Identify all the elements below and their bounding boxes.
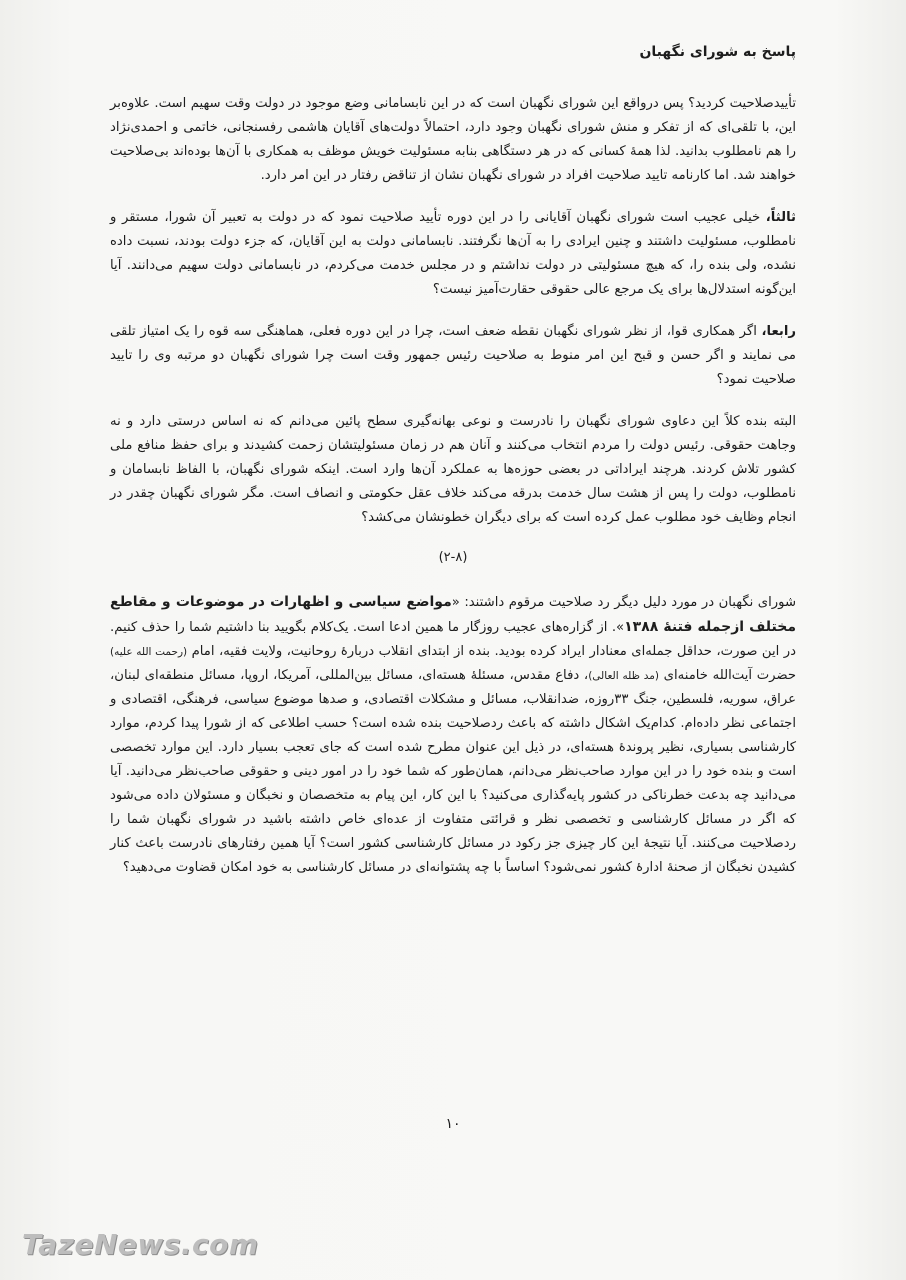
paragraph-1: تأییدصلاحیت کردید؟ پس درواقع این شورای نگهبان است که در این نابسامانی وضع موجود در دولت وقت سهیم است. علاوه‌بر این، با تلقی‌ای که از تفکر و منش شورای نگهبان وجود دارد، احتمالاً دولت‌های آقایان هاشمی رفسنجانی، خاتمی و احمدی‌نژاد را هم نامطلوب بدانید. لذا همهٔ کسانی که در هر دستگاهی بنابه مسئولیت خویش موظف به همکاری با آن‌ها بوده‌اند بی‌صلاحیت خواهند شد. اما کارنامه تایید صلاحیت افراد در شورای نگهبان نشان از تناقض رفتار در این امر دارد. bbox=[110, 96, 796, 183]
paragraph-5-intro: شورای نگهبان در مورد دلیل دیگر رد صلاحیت مرقوم داشتند: « bbox=[451, 595, 797, 610]
paragraph-4: البته بنده کلاً این دعاوی شورای نگهبان را نادرست و نوعی بهانه‌گیری سطح پائین می‌دانم که نه اساس درستی دارد و نه وجاهت حقوقی. رئیس دولت را مردم انتخاب می‌کنند و آنان هم در زمان مسئولیتشان زحمت کشیدند و برای حفظ منافع ملی کشور تلاش کردند. هرچند ایراداتی در بعضی حوزه‌ها به عملکرد آن‌ها وارد است. اینکه شورای نگهبان، با الفاظ نابسامان و نامطلوب، دولت را پس از هشت سال خدمت بدرقه می‌کند خلاف عقل حکومتی و انصاف است. مگر شورای نگهبان چقدر در انجام وظایف خود مطلوب عمل کرده است که برای دیگران خطونشان می‌کشد؟ bbox=[110, 414, 796, 525]
paragraph-3 bbox=[110, 320, 796, 392]
paragraph-5-text-b: حضرت آیت‌الله خامنه‌ای bbox=[659, 668, 797, 683]
paragraph-5 bbox=[110, 590, 796, 880]
paragraph-2 bbox=[110, 206, 796, 302]
document-body bbox=[110, 92, 796, 880]
paragraph-5-text-c: ، دفاع مقدس، مسئلهٔ هسته‌ای، مسائل بین‌المللی، آمریکا، اروپا، مسائل منطقه‌ای لبنان، عراق، سوریه، فلسطین، جنگ ۳۳روزه، ضدانقلاب، مسائل و مشکلات اقتصادی، و صدها موضوع سیاسی، فرهنگی، اقتصادی و اجتماعی نظر داده‌ام. کدام‌یک اشکال داشته که باعث ردصلاحیت بنده شده است؟ حسب اطلاعی که از شورا پیدا کردم، موارد کارشناسی بسیاری، نظیر پروندهٔ هسته‌ای، در ذیل این عنوان مطرح شده است که جای تعجب بسیار دارد. این موارد تخصصی است و بنده خود را در این موارد صاحب‌نظر می‌دانم، همان‌طور که شما خود را در امور دینی و حقوقی صاحب‌نظر می‌دانید. آیا می‌دانید چه بدعت خطرناکی در کشور پایه‌گذاری می‌کنید؟ با این کار، این پیام به متخصصان و نخبگان و مسئولان داده می‌شود که اگر در مسائل کارشناسی و تخصصی نظر و قرائتی متفاوت از عده‌ای خاص داشته باشید در شورای نگهبان شما را ردصلاحیت می‌کنند. آیا نتیجهٔ این کار چیزی جز رکود در مسائل کارشناسی کشور است؟ آیا همین رفتارهای نادرست باعث کنار کشیدن نخبگان از صحنهٔ ادارهٔ کشور نمی‌شود؟ اساساً با چه پشتوانه‌ای در مسائل کارشناسی به خود امکان قضاوت می‌دهید؟ bbox=[110, 668, 796, 875]
paragraph-2-lead: ثالثاً، bbox=[765, 210, 796, 225]
page-header-title: پاسخ به شورای نگهبان bbox=[639, 44, 796, 60]
paragraph-5-honorific-2: (مد ظله العالی) bbox=[588, 670, 659, 682]
paragraph-3-text: اگر همکاری قوا، از نظر شورای نگهبان نقطه ضعف است، چرا در این دوره فعلی، هماهنگی سه قوه را یک امتیاز تلقی می نمایند و اگر حسن و قبح این امر منوط به صلاحیت رئیس جمهور وقت است چرا شورای نگهبان دو مرتبه وی را تایید صلاحیت نمود؟ bbox=[110, 324, 796, 387]
page-number: ۱۰ bbox=[445, 1116, 461, 1132]
paragraph-5-text-a: ». از گزاره‌های عجیب روزگار ما همین ادعا است. یک‌کلام بگویید بنا داشتیم شما را حذف کنیم. در این صورت، حداقل جمله‌ای معنادار ایراد کرده بودید. بنده از ابتدای انقلاب دربارهٔ روحانیت، ولایت فقیه، امام bbox=[110, 620, 796, 659]
paragraph-5-quote: مواضع سیاسی و اظهارات در موضوعات و مقاطع مختلف ازجمله فتنهٔ ۱۳۸۸ bbox=[110, 594, 796, 635]
paragraph-2-text: خیلی عجیب است شورای نگهبان آقایانی را در این دوره تأیید صلاحیت نمود که در دولت به تعبیر آن شورا، مستقر و نامطلوب، مسئولیت داشتند و چنین ایرادی را به آن‌ها نگرفتند. نابسامانی دولت به این آقایان، که جزء دولت بودند، نسبت داده نشده، ولی بنده را، که هیچ مسئولیتی در دولت نداشتم و در مجلس خدمت می‌کردم، در نابسامانی دولت سهیم می‌دانند. آیا این‌گونه استدلال‌ها برای یک مرجع عالی حقوقی حقارت‌آمیز نیست؟ bbox=[110, 210, 796, 297]
section-number: (۲-۸) bbox=[438, 550, 468, 565]
paragraph-5-honorific-1: (رحمت الله علیه) bbox=[110, 646, 188, 658]
watermark-logo: TazeNews.com bbox=[22, 1228, 259, 1261]
paragraph-3-lead: رابعا، bbox=[761, 324, 796, 339]
